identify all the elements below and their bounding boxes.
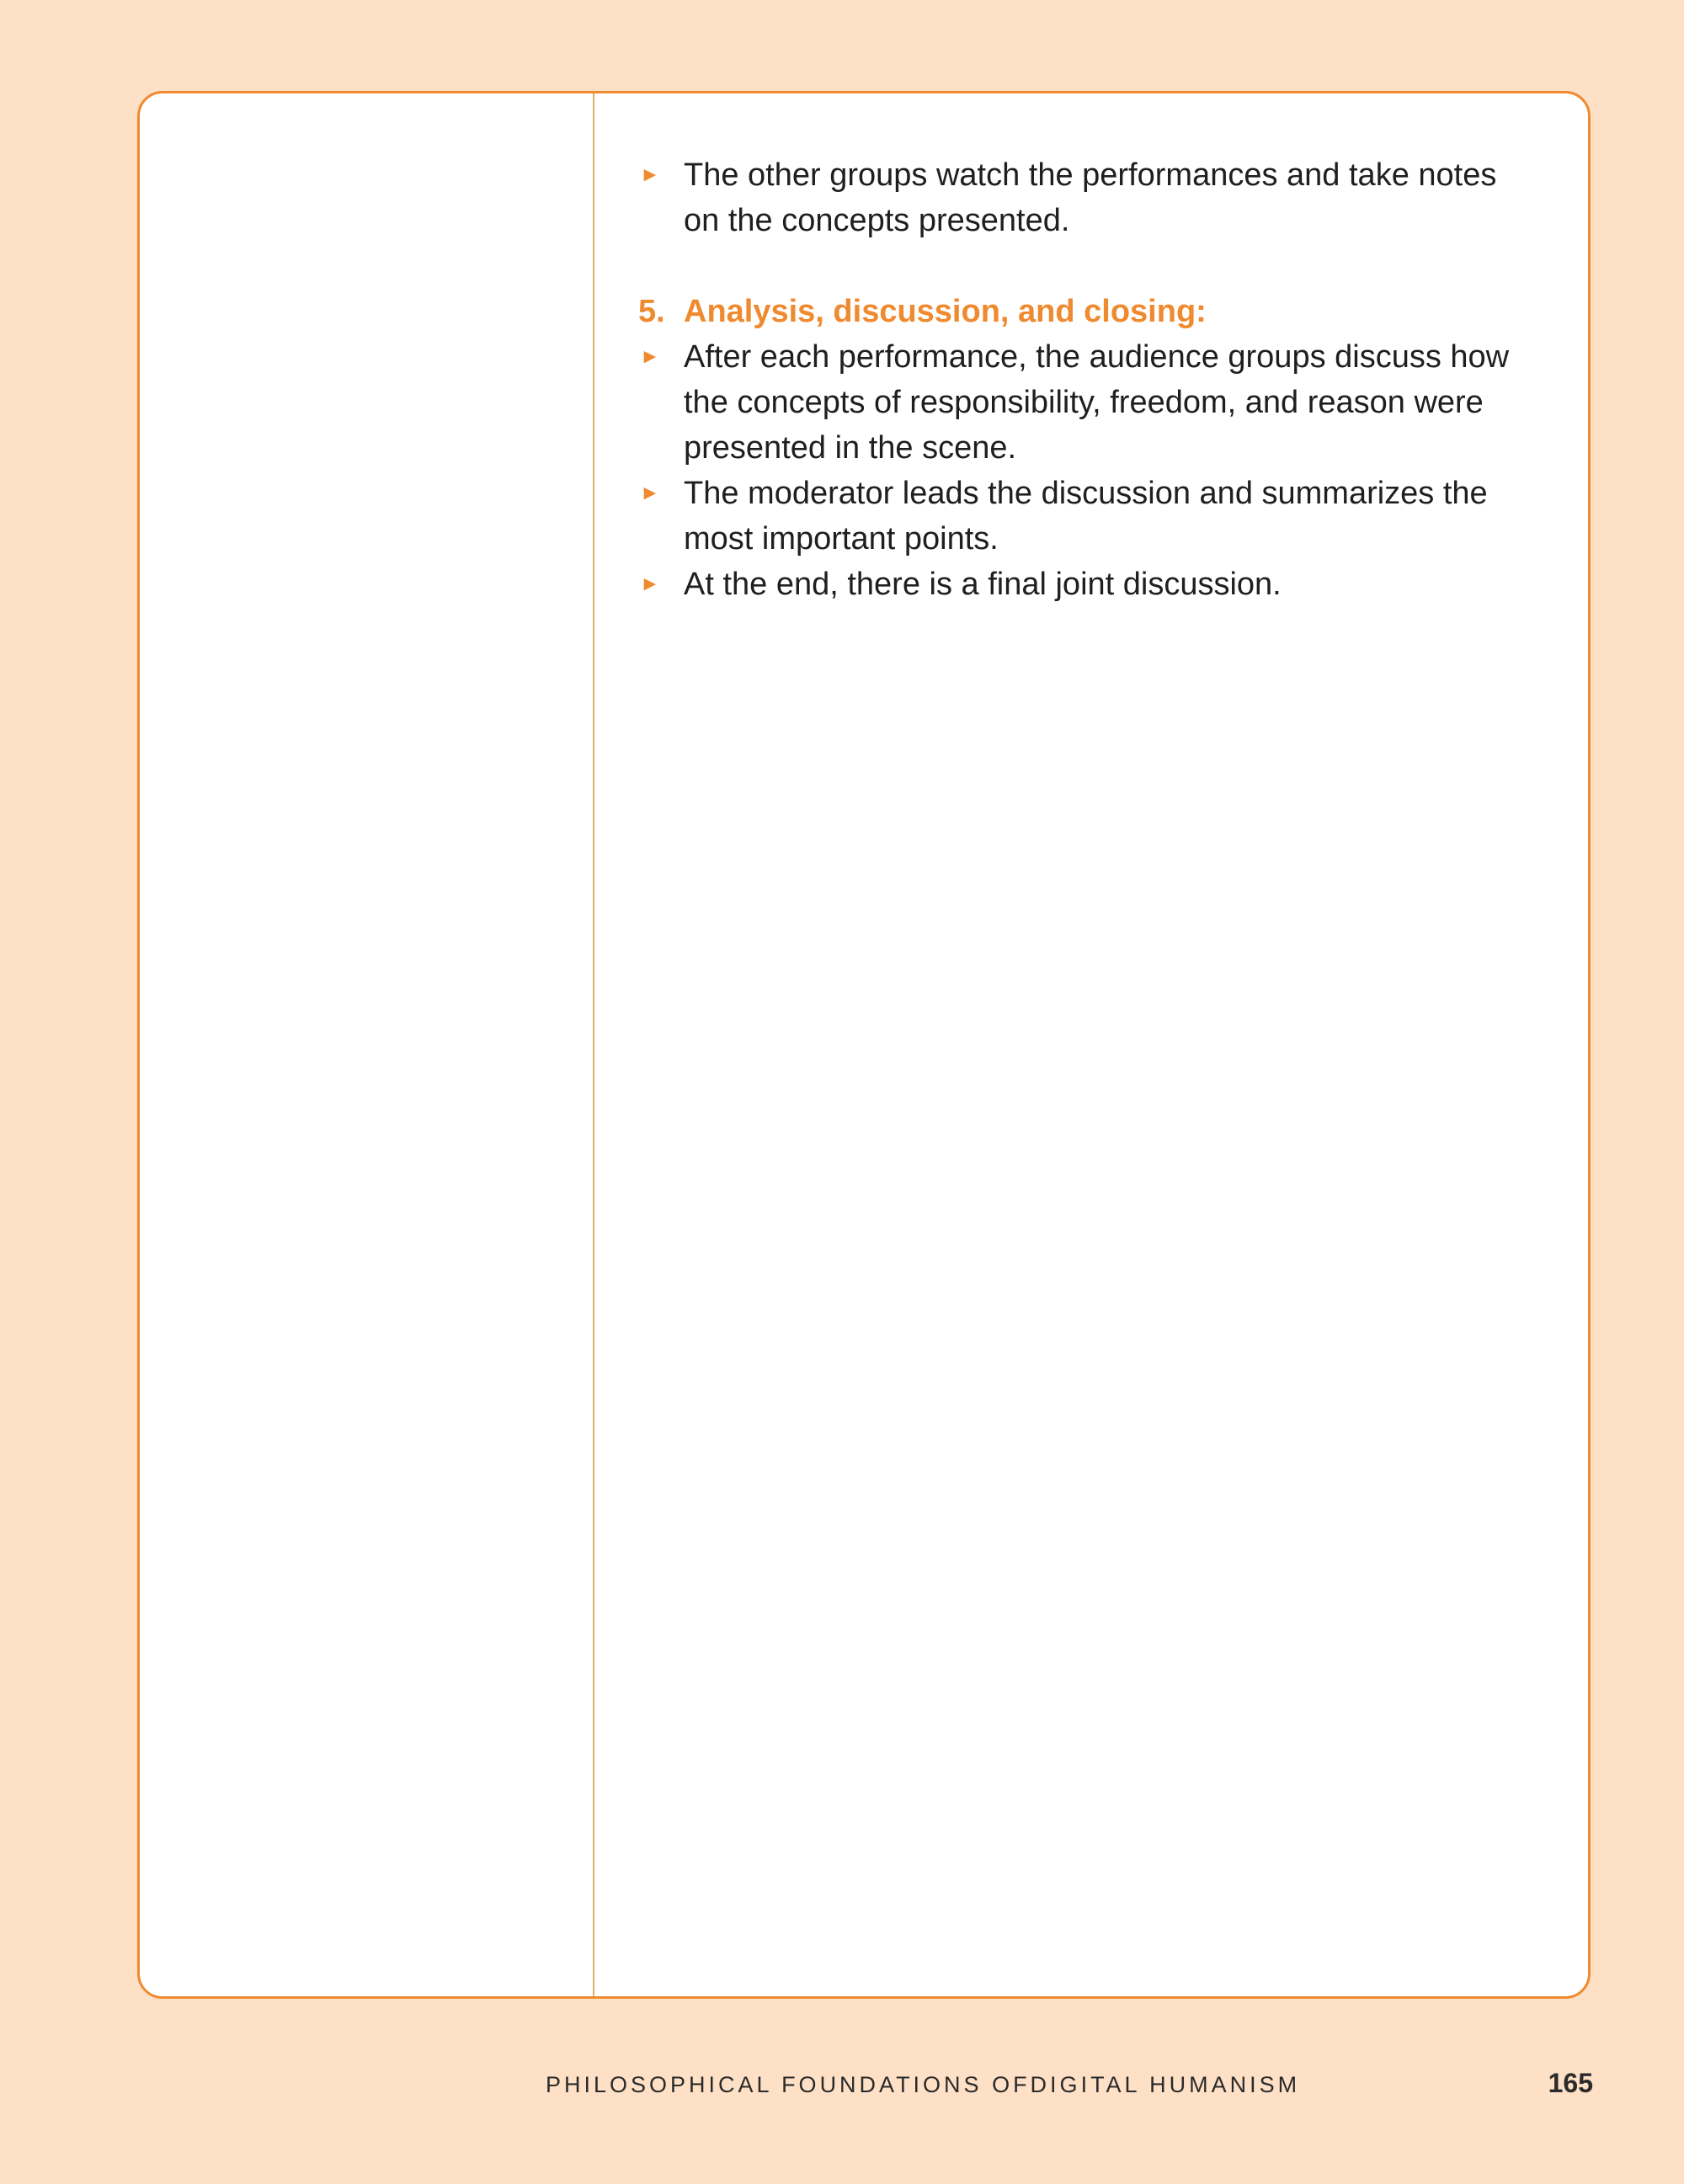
list-item [638,562,1532,607]
list-item [638,334,1532,471]
section-title: Analysis, discussion, and closing: [684,294,1207,329]
triangle-right-icon: ► [640,482,660,504]
main-content [638,152,1532,607]
list-item-text: At the end, there is a final joint discussion. [684,567,1282,602]
section-number: 5. [638,294,665,329]
triangle-right-icon: ► [640,163,660,186]
footer-title: PHILOSOPHICAL FOUNDATIONS OFDIGITAL HUMANISM [546,2072,1301,2097]
list-item-text: The other groups watch the performances and take notes on the concepts presented. [684,157,1497,238]
bullet-list-section [638,334,1532,607]
list-item [638,471,1532,562]
section-heading [638,289,1532,334]
list-item-text: After each performance, the audience groups discuss how the concepts of responsibility, freedom, and reason were presented in the scene. [684,339,1510,466]
triangle-right-icon: ► [640,573,660,595]
page-number: 165 [1548,2068,1593,2098]
bullet-list-intro [638,152,1532,243]
list-item-text: The moderator leads the discussion and summarizes the most important points. [684,476,1488,557]
column-divider [593,93,594,1996]
triangle-right-icon: ► [640,345,660,368]
list-item [638,152,1532,243]
content-card [137,91,1591,1999]
